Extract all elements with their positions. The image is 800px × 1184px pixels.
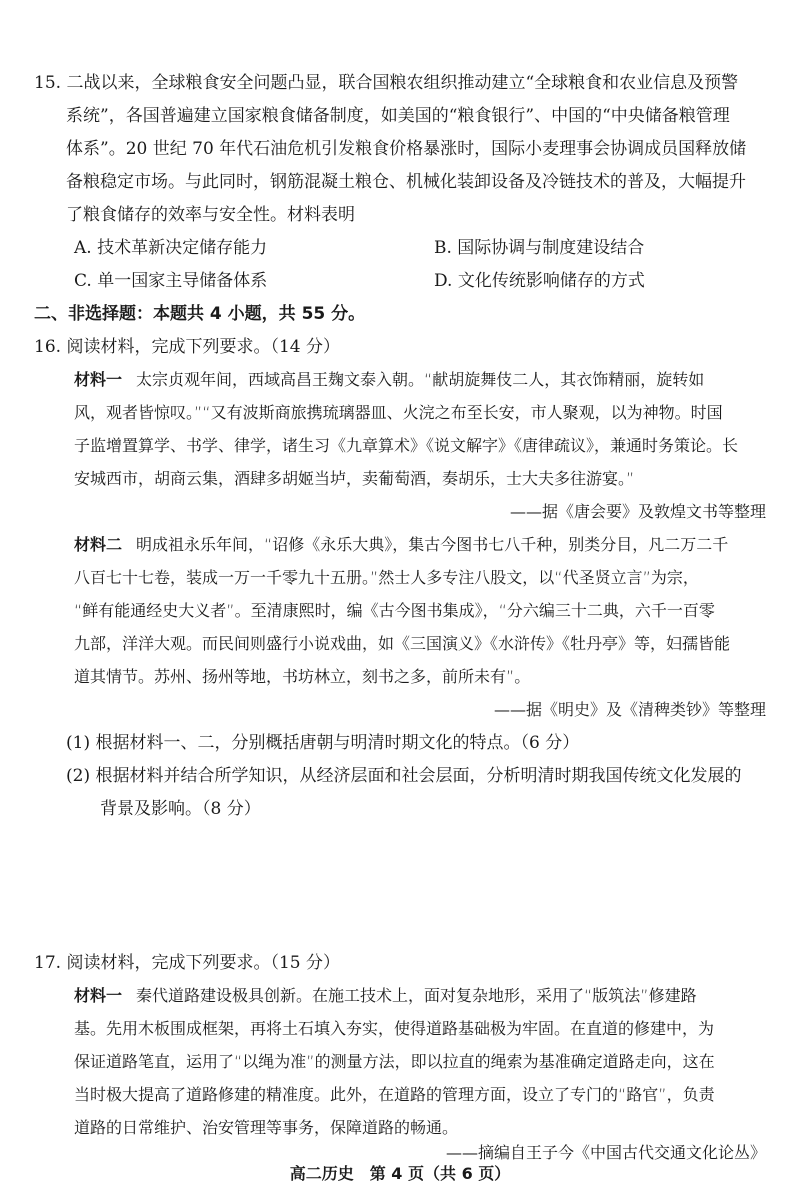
q16-requirement-2-line-1: (2) 根据材料并结合所学知识，从经济层面和社会层面，分析明清时期我国传统文化发展的 [66, 766, 742, 786]
q15-line-1: 15. 二战以来，全球粮食安全问题凸显，联合国粮农组织推动建立“全球粮食和农业信息及预警 [34, 73, 739, 93]
q16-material-2-line-3: “鲜有能通经史大义者”。至清康熙时，编《古今图书集成》，“分六编三十二典，六千一百零 [74, 601, 715, 620]
page-footer: 高二历史 第 4 页（共 6 页） [289, 1164, 511, 1183]
q17-material-1-text: 秦代道路建设极具创新。在施工技术上，面对复杂地形，采用了“版筑法”修建路 [136, 986, 697, 1005]
q16-material-2-text: 明成祖永乐年间，“诏修《永乐大典》，集古今图书七八千种，别类分目，凡二万二千 [136, 535, 729, 554]
q16-material-1-line-2: 风，观者皆惊叹。”“又有波斯商旅携琉璃器皿、火浣之布至长安，市人聚观，以为神物。时国 [74, 403, 723, 422]
q16-material-2-line-5: 道其情节。苏州、扬州等地，书坊林立，刻书之多，前所未有”。 [74, 667, 531, 686]
q16-material-1-text: 太宗贞观年间，西域高昌王麹文泰入朝。“献胡旋舞伎二人，其衣饰精丽，旋转如 [136, 370, 705, 389]
q16-material-2-label: 材料二 [74, 535, 123, 554]
q17-material-1-line-5: 道路的日常维护、治安管理等事务，保障道路的畅通。 [74, 1118, 459, 1137]
section-heading: 二、非选择题：本题共 4 小题，共 55 分。 [34, 304, 366, 324]
q15-option-b: B. 国际协调与制度建设结合 [434, 238, 645, 258]
q17-title: 17. 阅读材料，完成下列要求。（15 分） [34, 953, 340, 973]
q15-option-a: A. 技术革新决定储存能力 [74, 238, 268, 258]
q17-material-1-line-2: 基。先用木板围成框架，再将土石填入夯实，使得道路基础极为牢固。在直道的修建中，为 [74, 1019, 715, 1038]
q15-option-d: D. 文化传统影响储存的方式 [434, 271, 645, 291]
q16-material-1-line-3: 子监增置算学、书学、律学，诸生习《九章算术》《说文解字》《唐律疏议》，兼通时务策论。长 [74, 436, 739, 455]
q17-material-1-line-3: 保证道路笔直，运用了“以绳为准”的测量方法，即以拉直的绳索为基准确定道路走向，这在 [74, 1052, 715, 1071]
q16-material-2-line-1 [74, 537, 728, 553]
q17-material-1-source: ——摘编自王子今《中国古代交通文化论丛》 [445, 1143, 766, 1162]
q17-material-1-label: 材料一 [74, 986, 123, 1005]
q16-material-1-line-1 [74, 372, 704, 388]
q17-material-1-line-1 [74, 988, 697, 1004]
q15-line-5: 了粮食储存的效率与安全性。材料表明 [66, 205, 355, 225]
q16-material-1-source: ——据《唐会要》及敦煌文书等整理 [509, 502, 766, 521]
q15-line-3: 体系”。20 世纪 70 年代石油危机引发粮食价格暴涨时，国际小麦理事会协调成员国释放储 [66, 139, 747, 159]
q16-material-2-source: ——据《明史》及《清稗类钞》等整理 [493, 700, 766, 719]
q16-requirement-1: (1) 根据材料一、二，分别概括唐朝与明清时期文化的特点。（6 分） [66, 733, 580, 753]
q17-material-1-line-4: 当时极大提高了道路修建的精准度。此外，在道路的管理方面，设立了专门的“路官”，负责 [74, 1085, 715, 1104]
q15-option-c: C. 单一国家主导储备体系 [74, 271, 268, 291]
q16-requirement-2-line-2: 背景及影响。（8 分） [100, 799, 261, 819]
q16-material-1-label: 材料一 [74, 370, 123, 389]
q15-line-2: 系统”，各国普遍建立国家粮食储备制度，如美国的“粮食银行”、中国的“中央储备粮管理 [66, 106, 730, 126]
q16-title: 16. 阅读材料，完成下列要求。（14 分） [34, 337, 340, 357]
q15-line-4: 备粮稳定市场。与此同时，钢筋混凝土粮仓、机械化装卸设备及冷链技术的普及，大幅提升 [66, 172, 746, 192]
q16-material-2-line-4: 九部，洋洋大观。而民间则盛行小说戏曲，如《三国演义》《水浒传》《牡丹亭》等，妇孺皆能 [74, 634, 731, 653]
q16-material-2-line-2: 八百七十七卷，装成一万一千零九十五册。”然士人多专注八股文，以“代圣贤立言”为宗， [74, 568, 699, 587]
q16-material-1-line-4: 安城西市，胡商云集，酒肆多胡姬当垆，卖葡萄酒，奏胡乐，士大夫多往游宴。” [74, 469, 635, 488]
